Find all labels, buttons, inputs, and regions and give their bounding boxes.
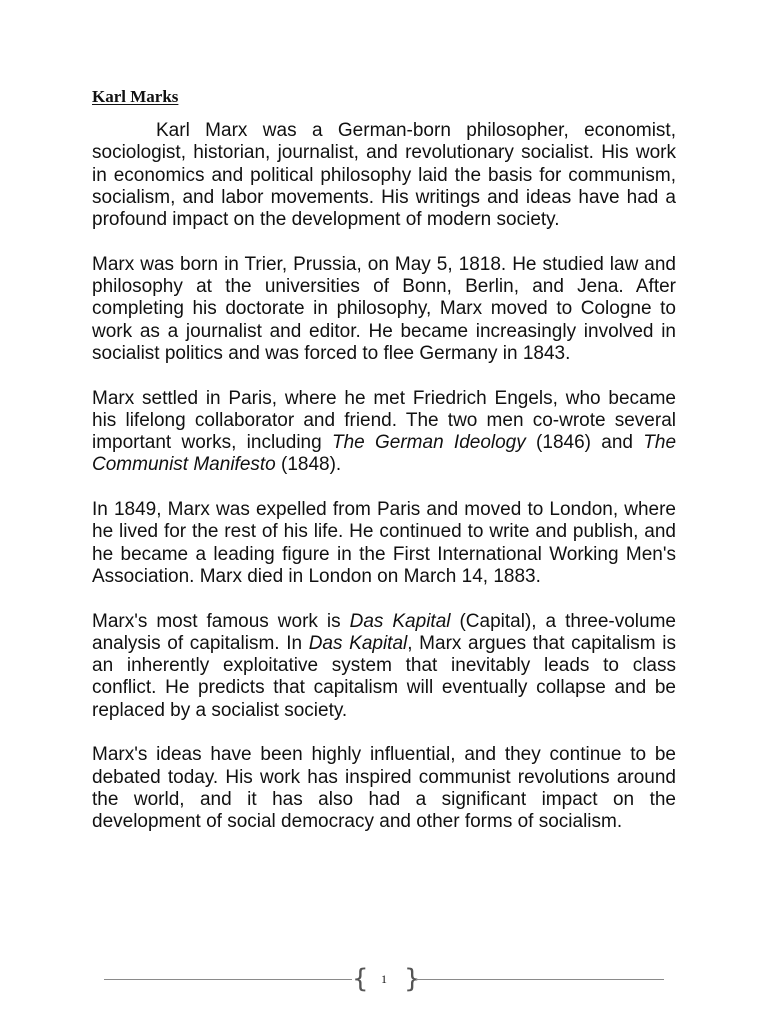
page-footer	[104, 965, 664, 995]
left-brace-icon: {	[352, 964, 369, 994]
italic-title-text: The German Ideology	[331, 432, 526, 454]
footer-rule-left	[104, 979, 352, 980]
paragraph	[92, 254, 676, 365]
footer-rule-right	[416, 979, 664, 980]
paragraph-text: Marx was born in Trier, Prussia, on May 5, 1818. He studied law and philosophy at the universities of Bonn, Berlin, and Jena. After completing his doctorate in philosophy, Marx moved to Cologne to work as a journalist and editor. He became increasingly involved in socialist politics and was forced to flee Germany in 1843.	[92, 253, 676, 364]
paragraph-text: Marx's most famous work is	[92, 610, 350, 632]
document-body	[92, 120, 676, 856]
paragraph	[92, 611, 676, 722]
paragraph	[92, 120, 676, 231]
paragraph-text: (1846) and	[525, 432, 644, 454]
paragraph-text: In 1849, Marx was expelled from Paris and moved to London, where he lived for the rest of his life. He continued to write and publish, and he became a leading figure in the First International Working Men's Association. Marx died in London on March 14, 1883.	[92, 499, 676, 587]
paragraph-text: Karl Marx was a German-born philosopher, economist, sociologist, historian, journalist, and revolutionary socialist. His work in economics and political philosophy laid the basis for communism, socialism, and labor movements. His writings and ideas have had a profound impact on the development of modern society.	[92, 120, 676, 231]
page-number: 1	[381, 972, 387, 986]
paragraph-text: Marx settled in Paris, where he met Friedrich Engels, who became his lifelong collaborator and friend. The two men co-wrote several important works, including	[92, 387, 676, 454]
italic-title-text: The Communist Manifesto	[92, 432, 677, 476]
right-brace-icon: }	[404, 964, 421, 994]
paragraph	[92, 744, 676, 833]
italic-title-text: Das Kapital	[349, 610, 451, 632]
document-title: Karl Marks	[92, 87, 179, 106]
paragraph	[92, 499, 676, 588]
paragraph	[92, 388, 676, 477]
paragraph-text: (1848).	[275, 454, 342, 476]
paragraph-text: Marx's ideas have been highly influential, and they continue to be debated today. His work has inspired communist revolutions around the world, and it has also had a significant impact on the development of social democracy and other forms of socialism.	[92, 744, 676, 833]
italic-title-text: Das Kapital	[308, 632, 408, 654]
paragraph-text: , Marx argues that capitalism is an inherently exploitative system that inevitably leads to class conflict. He predicts that capitalism will eventually collapse and be replaced by a socialist society.	[92, 632, 676, 721]
paragraph-text: (Capital), a three-volume analysis of capitalism. In	[92, 610, 676, 654]
